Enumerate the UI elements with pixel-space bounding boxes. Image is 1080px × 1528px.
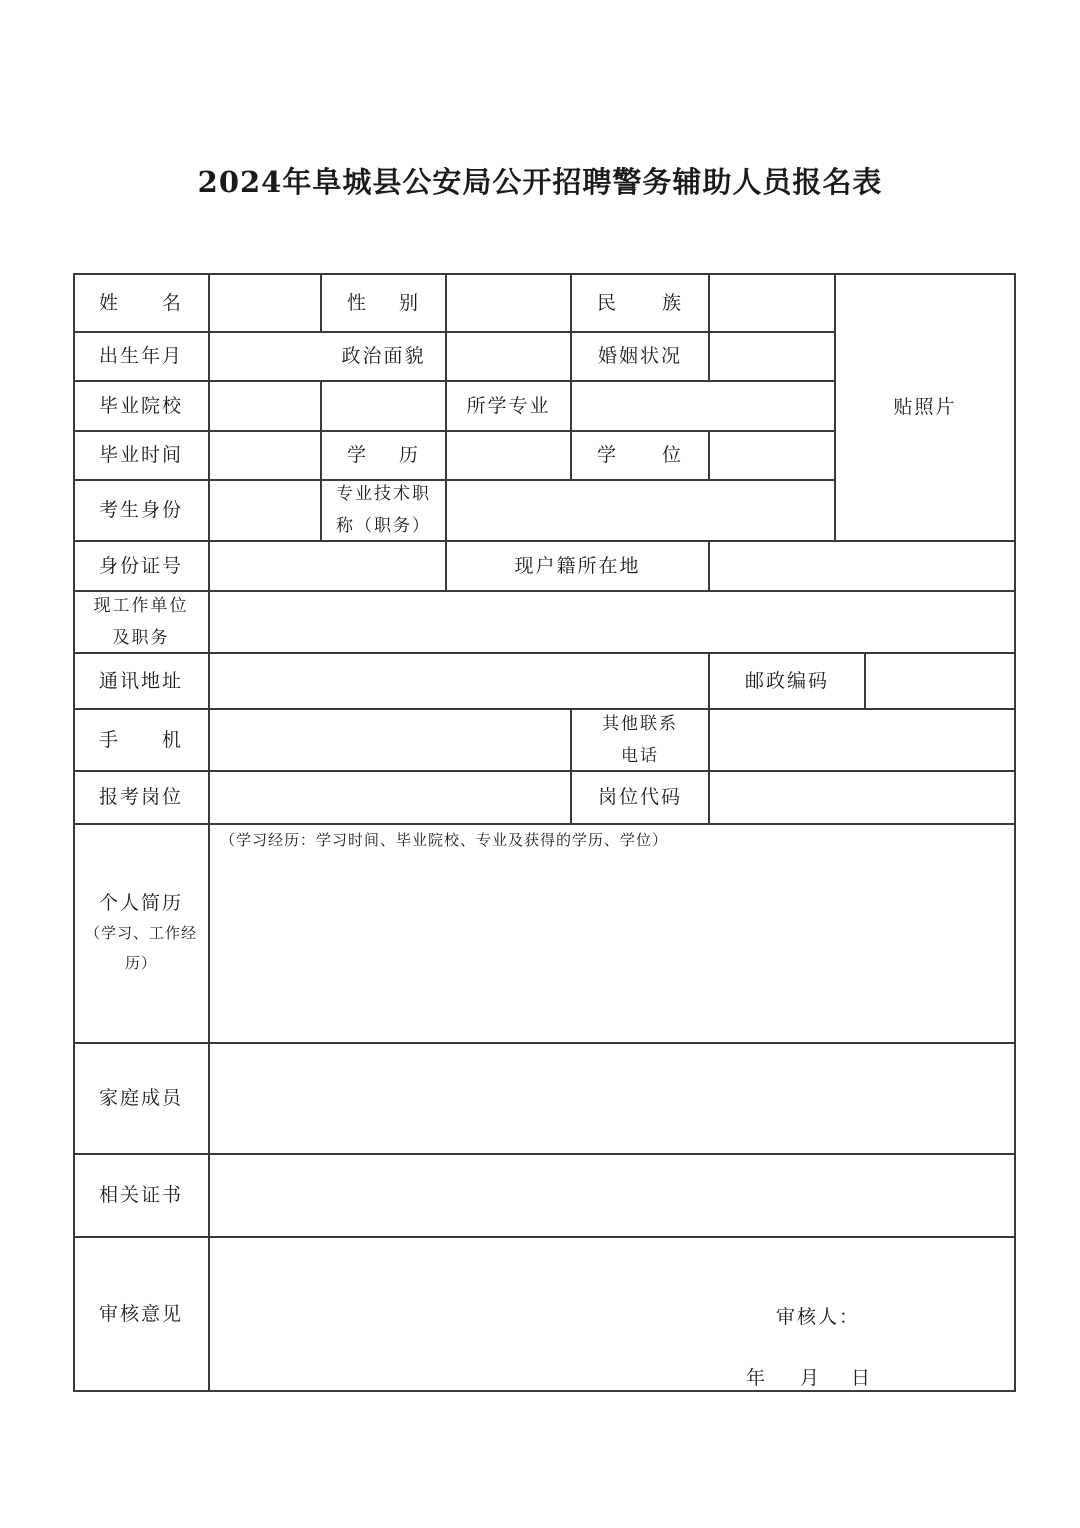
- label-marital: 婚姻状况: [597, 345, 682, 367]
- label-professional-title: 专业技术职 称（职务）: [336, 484, 431, 536]
- photo-placeholder[interactable]: 贴照片: [893, 396, 957, 418]
- examinee-identity-field[interactable]: [210, 481, 319, 539]
- position-code-field[interactable]: [710, 772, 1013, 822]
- school-field[interactable]: [210, 382, 444, 429]
- date-day-label: 日: [851, 1367, 873, 1389]
- mobile-field[interactable]: [210, 710, 569, 769]
- family-field[interactable]: [210, 1044, 1013, 1152]
- label-ethnicity: 民 族: [597, 291, 683, 314]
- label-grad-time: 毕业时间: [98, 444, 183, 466]
- reviewer-label: 审核人：: [776, 1306, 861, 1328]
- table-border-bottom: [73, 1390, 1016, 1392]
- label-family: 家庭成员: [98, 1087, 183, 1109]
- label-address: 通讯地址: [98, 669, 183, 692]
- label-education: 学 历: [347, 444, 420, 466]
- marital-field[interactable]: [710, 333, 833, 379]
- resume-field[interactable]: [210, 825, 1013, 1041]
- label-politics: 政治面貌: [341, 345, 426, 367]
- label-mobile: 手 机: [99, 728, 183, 751]
- label-id-number: 身份证号: [98, 554, 183, 577]
- id-number-field[interactable]: [210, 542, 444, 589]
- politics-field[interactable]: [447, 333, 569, 379]
- address-field[interactable]: [210, 654, 707, 707]
- label-examinee-identity: 考生身份: [98, 499, 183, 521]
- major-field[interactable]: [572, 382, 833, 429]
- label-birth: 出生年月: [98, 345, 183, 367]
- resume-note: （学习经历：学习时间、毕业院校、专业及获得的学历、学位）: [220, 831, 669, 849]
- label-position-code: 岗位代码: [597, 786, 682, 808]
- position-field[interactable]: [210, 772, 569, 822]
- certificates-field[interactable]: [210, 1155, 1013, 1235]
- education-field[interactable]: [447, 432, 569, 478]
- date-year-label: 年: [746, 1367, 768, 1389]
- label-review: 审核意见: [98, 1302, 183, 1325]
- label-workplace: 现工作单位 及职务: [93, 595, 189, 648]
- workplace-field[interactable]: [210, 592, 1013, 651]
- review-field[interactable]: [210, 1238, 1013, 1389]
- professional-title-field[interactable]: [447, 481, 833, 539]
- postcode-field[interactable]: [866, 654, 1013, 707]
- label-name: 姓 名: [99, 291, 183, 314]
- name-field[interactable]: [210, 275, 319, 330]
- household-field[interactable]: [710, 542, 1013, 589]
- label-postcode: 邮政编码: [744, 669, 829, 692]
- label-certificates: 相关证书: [98, 1184, 183, 1206]
- gender-field[interactable]: [447, 275, 569, 330]
- label-other-phone: 其他联系 电话: [602, 713, 678, 766]
- label-school: 毕业院校: [98, 394, 183, 417]
- label-household: 现户籍所在地: [514, 554, 641, 577]
- label-degree: 学 位: [597, 444, 683, 466]
- label-major: 所学专业: [466, 394, 551, 417]
- label-position: 报考岗位: [98, 786, 183, 808]
- date-month-label: 月: [800, 1367, 822, 1389]
- other-phone-field[interactable]: [710, 710, 1013, 769]
- birth-field[interactable]: [210, 333, 319, 379]
- label-resume: 个人简历 （学习、工作经 历）: [84, 892, 197, 972]
- registration-form-table: [73, 273, 1015, 1391]
- grad-time-field[interactable]: [210, 432, 319, 478]
- ethnicity-field[interactable]: [710, 275, 833, 330]
- form-title: 2024年阜城县公安局公开招聘警务辅助人员报名表: [197, 165, 883, 199]
- degree-field[interactable]: [710, 432, 833, 478]
- label-gender: 性 别: [347, 291, 420, 314]
